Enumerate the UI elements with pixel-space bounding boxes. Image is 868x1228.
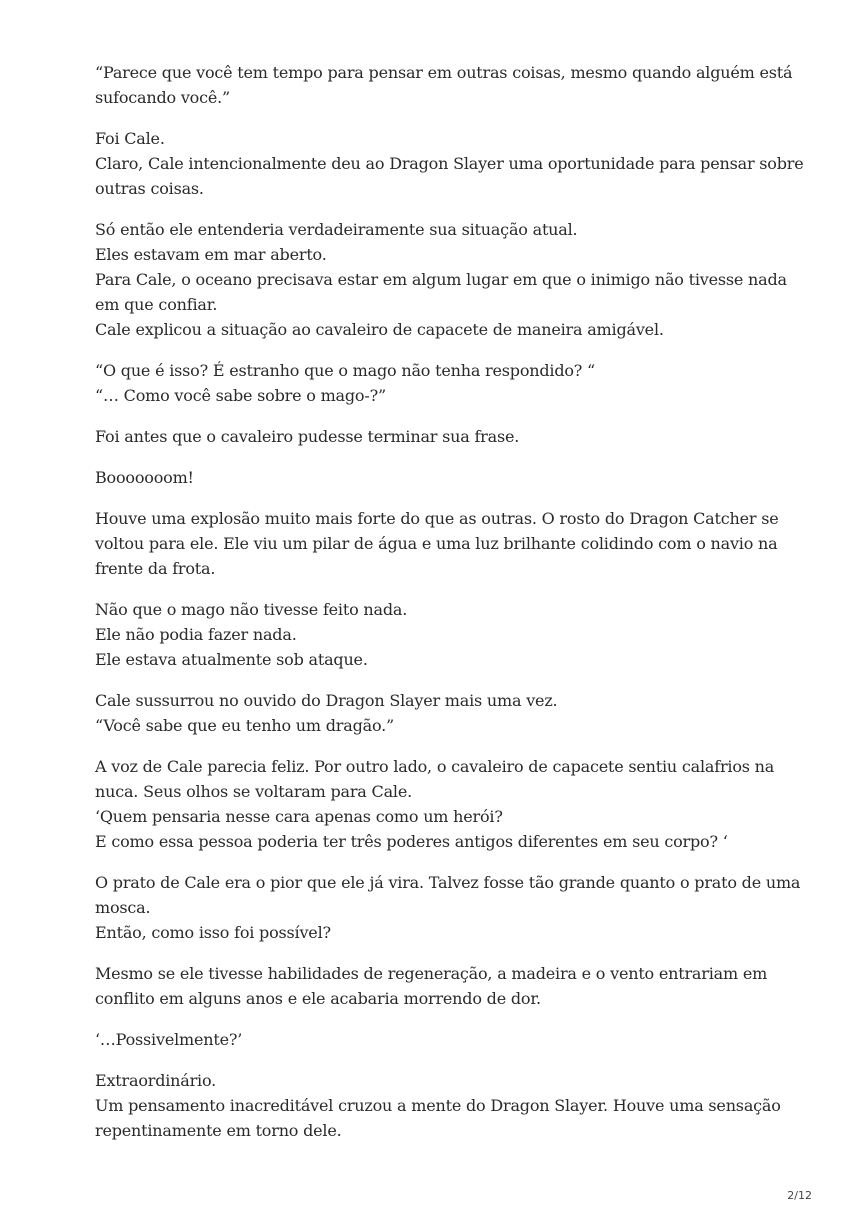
text-line: Cale sussurrou no ouvido do Dragon Slayer mais uma vez. (95, 691, 558, 710)
text-line: conflito em alguns anos e ele acabaria morrendo de dor. (95, 989, 541, 1008)
paragraph (95, 1068, 795, 1143)
text-line: Não que o mago não tivesse feito nada. (95, 600, 408, 619)
text-line: “Você sabe que eu tenho um dragão.” (95, 716, 394, 735)
text-line: “O que é isso? É estranho que o mago não tenha respondido? “ (95, 361, 596, 380)
text-line: outras coisas. (95, 179, 204, 198)
text-line: Um pensamento inacreditável cruzou a mente do Dragon Slayer. Houve uma sensação (95, 1096, 781, 1115)
text-line: Houve uma explosão muito mais forte do que as outras. O rosto do Dragon Catcher se (95, 509, 779, 528)
text-line: Extraordinário. (95, 1071, 217, 1090)
text-line: mosca. (95, 898, 151, 917)
paragraph (95, 465, 795, 490)
text-line: Foi antes que o cavaleiro pudesse terminar sua frase. (95, 427, 520, 446)
text-line: Cale explicou a situação ao cavaleiro de capacete de maneira amigável. (95, 320, 664, 339)
text-line: Ele não podia fazer nada. (95, 625, 297, 644)
text-line: Para Cale, o oceano precisava estar em algum lugar em que o inimigo não tivesse nada (95, 270, 787, 289)
paragraph (95, 754, 795, 854)
text-line: repentinamente em torno dele. (95, 1121, 342, 1140)
text-line: Só então ele entenderia verdadeiramente sua situação atual. (95, 220, 578, 239)
paragraph (95, 688, 795, 738)
paragraph (95, 424, 795, 449)
text-line: Então, como isso foi possível? (95, 923, 331, 942)
paragraph (95, 1027, 795, 1052)
paragraph (95, 870, 801, 945)
paragraph (95, 961, 795, 1011)
paragraph (95, 358, 795, 408)
text-line: Claro, Cale intencionalmente deu ao Dragon Slayer uma oportunidade para pensar sobre (95, 154, 804, 173)
text-line: Foi Cale. (95, 129, 165, 148)
text-line: Mesmo se ele tivesse habilidades de regeneração, a madeira e o vento entrariam em (95, 964, 768, 983)
text-line: frente da frota. (95, 559, 216, 578)
text-line: Ele estava atualmente sob ataque. (95, 650, 368, 669)
text-line: O prato de Cale era o pior que ele já vira. Talvez fosse tão grande quanto o prato de uma (95, 873, 801, 892)
text-line: ‘…Possivelmente?’ (95, 1030, 243, 1049)
paragraph (95, 126, 804, 201)
text-line: Eles estavam em mar aberto. (95, 245, 327, 264)
text-line: voltou para ele. Ele viu um pilar de água e uma luz brilhante colidindo com o navio na (95, 534, 778, 553)
text-line: Booooooom! (95, 468, 194, 487)
text-line: “… Como você sabe sobre o mago-?” (95, 386, 386, 405)
paragraph (95, 217, 795, 342)
paragraph (95, 506, 795, 581)
paragraph (95, 60, 795, 110)
text-line: A voz de Cale parecia feliz. Por outro lado, o cavaleiro de capacete sentiu calafrios na (95, 757, 775, 776)
document-body (95, 60, 804, 1159)
page-number: 2/12 (787, 1189, 812, 1202)
paragraph (95, 597, 795, 672)
text-line: em que confiar. (95, 295, 218, 314)
text-line: sufocando você.” (95, 88, 231, 107)
text-line: E como essa pessoa poderia ter três poderes antigos diferentes em seu corpo? ‘ (95, 832, 728, 851)
text-line: ‘Quem pensaria nesse cara apenas como um herói? (95, 807, 503, 826)
text-line: “Parece que você tem tempo para pensar em outras coisas, mesmo quando alguém está (95, 63, 793, 82)
text-line: nuca. Seus olhos se voltaram para Cale. (95, 782, 412, 801)
